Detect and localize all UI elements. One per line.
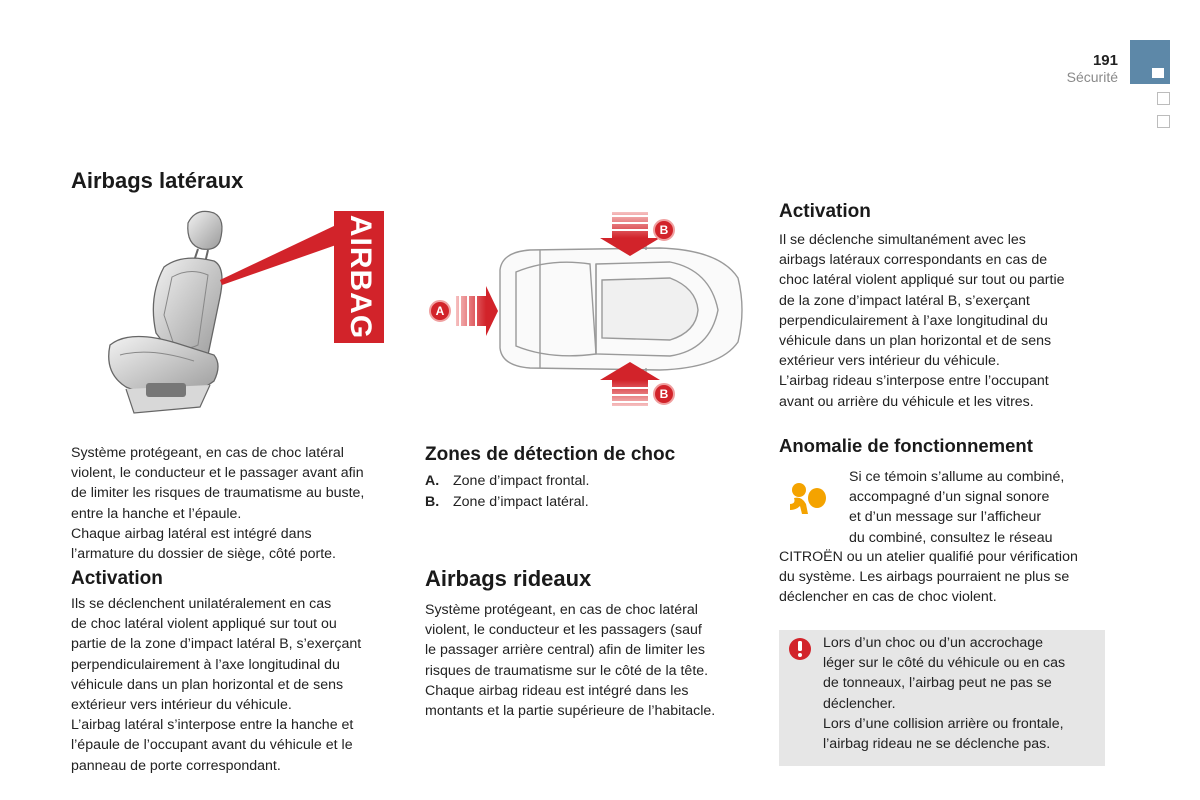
chapter-tab-marker bbox=[1157, 115, 1170, 128]
warning-exclamation-icon bbox=[788, 637, 812, 661]
list-item-key: A. bbox=[425, 473, 440, 489]
list-item bbox=[425, 471, 755, 492]
right-activation-title: Activation bbox=[779, 201, 871, 222]
list-item-text: Zone d’impact frontal. bbox=[453, 473, 590, 489]
list-item bbox=[425, 492, 755, 513]
zone-a-label: A bbox=[435, 304, 445, 319]
frontal-impact-arrow bbox=[456, 286, 498, 336]
left-activation-text: Ils se déclenchent unilatéralement en cas de choc latéral violent appliqué sur tout ou partie de la zone d’impact latéral B, s’exerçant perpendiculairement à l’axe longitudinal du véhicule dans un plan horizontal et de sens extérieur vers intérieur du véhicule. L’airbag latéral s’interpose entre la hanche et l’épaule de l’occupant avant du véhicule et le panneau de porte correspondant. bbox=[71, 596, 362, 774]
curtain-airbags-text: Système protégeant, en cas de choc latéral violent, le conducteur et les passagers (sauf le passager arrière central) afin de limiter les risques de traumatisme sur le côté de la tête. Chaque airbag rideau est intégré dans les montants et la partie supérieure de l’habitacle. bbox=[425, 602, 716, 720]
side-airbags-intro: Système protégeant, en cas de choc latéral violent, le conducteur et le passager avant afin de limiter les risques de traumatisme au buste, entre la hanche et l’épaule. Chaque airbag latéral est intégré dans l’armature du dossier de siège, côté porte. bbox=[71, 445, 365, 563]
curtain-airbags-title: Airbags rideaux bbox=[425, 566, 592, 591]
anomaly-text-full: CITROËN ou un atelier qualifié pour vérification du système. Les airbags pourraient ne plus se déclencher en cas de choc violent. bbox=[779, 549, 1078, 606]
list-item-text: Zone d’impact latéral. bbox=[453, 494, 589, 510]
zone-b-label-top: B bbox=[659, 223, 669, 238]
detection-zones-title: Zones de détection de choc bbox=[425, 444, 676, 465]
airbag-location-beam bbox=[220, 225, 336, 285]
seat-drawing bbox=[109, 211, 222, 413]
zone-b-label-bottom: B bbox=[659, 387, 669, 402]
seat-airbag-illustration bbox=[90, 205, 390, 420]
list-item-key: B. bbox=[425, 494, 440, 510]
warning-text: Lors d’un choc ou d’un accrochage léger sur le côté du véhicule ou en cas de tonneaux, l’airbag peut ne pas se déclencher. Lors d’une collision arrière ou frontale, l’airbag rideau ne se déclenche pas. bbox=[823, 635, 1066, 753]
side-airbags-title: Airbags latéraux bbox=[71, 168, 244, 193]
page-number: 191 bbox=[1092, 52, 1118, 69]
airbag-label-text: AIRBAG bbox=[344, 214, 378, 340]
car-top-view bbox=[500, 244, 742, 374]
airbag-warning-lamp-icon bbox=[786, 480, 828, 522]
detection-zones-list bbox=[425, 471, 755, 513]
impact-zones-diagram bbox=[420, 200, 765, 420]
chapter-tab-active bbox=[1130, 40, 1170, 84]
anomaly-title: Anomalie de fonctionnement bbox=[779, 435, 1033, 456]
anomaly-text-indented: Si ce témoin s’allume au combiné, accompagné d’un signal sonore et d’un message sur l’afficheur du combiné, consultez le réseau bbox=[849, 469, 1065, 546]
chapter-tab-marker bbox=[1157, 92, 1170, 105]
right-activation-text: Il se déclenche simultanément avec les airbags latéraux correspondants en cas de choc latéral violent appliqué sur tout ou partie de la zone d’impact latéral B, s’exerçant perpendiculairement à l’axe longitudinal du véhicule dans un plan horizontal et de sens extérieur vers intérieur du véhicule. L’airbag rideau s’interpose entre l’occupant avant ou arrière du véhicule et les vitres. bbox=[779, 232, 1065, 410]
left-activation-title: Activation bbox=[71, 568, 163, 589]
section-name: Sécurité bbox=[1066, 69, 1118, 85]
